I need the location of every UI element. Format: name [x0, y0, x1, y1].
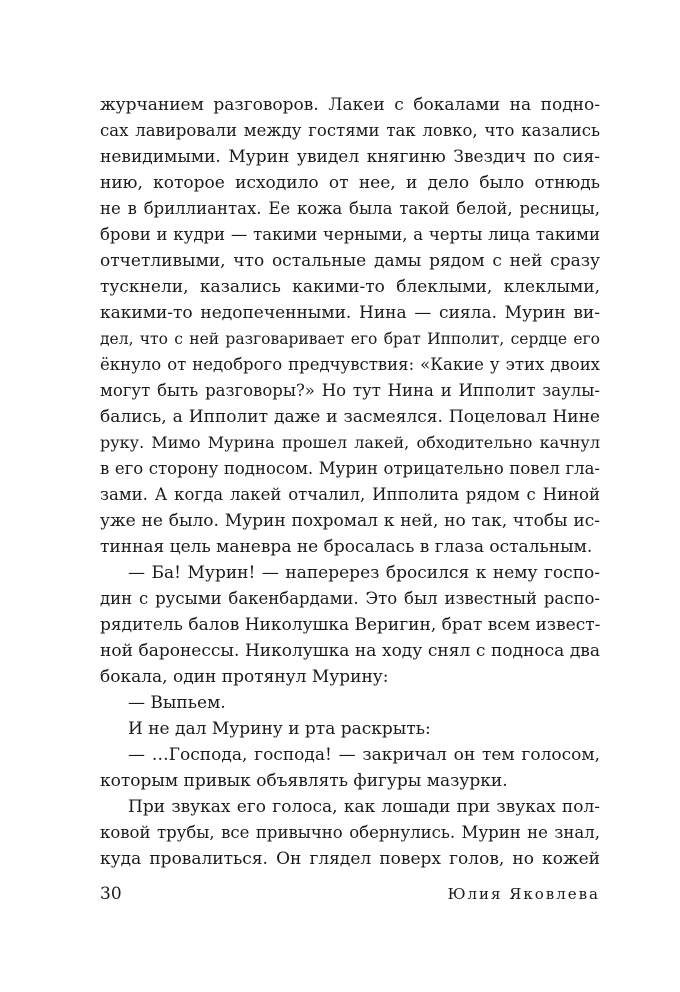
- text-line: журчанием разговоров. Лакеи с бокалами на подно-: [100, 95, 600, 115]
- text-line: — Выпьем.: [128, 693, 226, 713]
- text-line: уже не было. Мурин похромал к ней, но так, чтобы ис-: [100, 511, 600, 531]
- text-line: бокала, один протянул Мурину:: [100, 667, 389, 687]
- running-author: Юлия Яковлева: [447, 885, 600, 903]
- text-line: которым привык объявлять фигуры мазурки.: [100, 771, 508, 791]
- text-line: могут быть разговоры?» Но тут Нина и Ипполит заулы-: [100, 381, 600, 400]
- text-line: дин с русыми бакенбардами. Это был известный распо-: [100, 589, 600, 608]
- text-line: ёкнуло от недоброго предчувствия: «Какие у этих двоих: [100, 355, 600, 374]
- text-line: куда провалиться. Он глядел поверх голов, но кожей: [100, 849, 600, 869]
- text-line: какими-то недопеченными. Нина — сияла. Мурин ви-: [100, 303, 600, 323]
- text-line: нию, которое исходило от нее, и дело было отнюдь: [100, 173, 600, 193]
- text-line: — …Господа, господа! — закричал он тем голосом,: [128, 745, 600, 765]
- text-line: в его сторону подносом. Мурин отрицательно повел гла-: [100, 459, 600, 478]
- text-line: сах лавировали между гостями так ловко, что казались: [100, 121, 600, 140]
- page-number: 30: [100, 884, 122, 904]
- text-line: отчетливыми, что остальные дамы рядом с ней сразу: [100, 251, 600, 271]
- text-line: ковой трубы, все привычно обернулись. Мурин не знал,: [100, 823, 600, 842]
- text-line: не в бриллиантах. Ее кожа была такой белой, ресницы,: [100, 199, 600, 218]
- text-line: руку. Мимо Мурина прошел лакей, обходительно качнул: [100, 433, 600, 452]
- body-text: [100, 92, 600, 872]
- text-line: зами. А когда лакей отчалил, Ипполита рядом с Ниной: [100, 485, 600, 504]
- text-line: тинная цель маневра не бросалась в глаза остальным.: [100, 537, 593, 557]
- text-line: дел, что с ней разговаривает его брат Ипполит, сердце его: [100, 330, 600, 348]
- text-line: рядитель балов Николушка Веригин, брат всем извест-: [100, 615, 600, 635]
- text-line: тускнели, казались какими-то блеклыми, клеклыми,: [100, 277, 600, 297]
- text-line: — Ба! Мурин! — наперерез бросился к нему госпо-: [128, 563, 600, 583]
- text-line: При звуках его голоса, как лошади при звуках пол-: [128, 797, 600, 817]
- text-line: ной баронессы. Николушка на ходу снял с подноса два: [100, 641, 600, 661]
- page-footer: [100, 882, 600, 906]
- text-line: брови и кудри — такими черными, а черты лица такими: [100, 225, 600, 244]
- text-line: невидимыми. Мурин увидел княгиню Звездич по сия-: [100, 147, 600, 167]
- text-line: И не дал Мурину и рта раскрыть:: [128, 719, 431, 739]
- text-line: бались, а Ипполит даже и засмеялся. Поцеловал Нине: [100, 407, 600, 427]
